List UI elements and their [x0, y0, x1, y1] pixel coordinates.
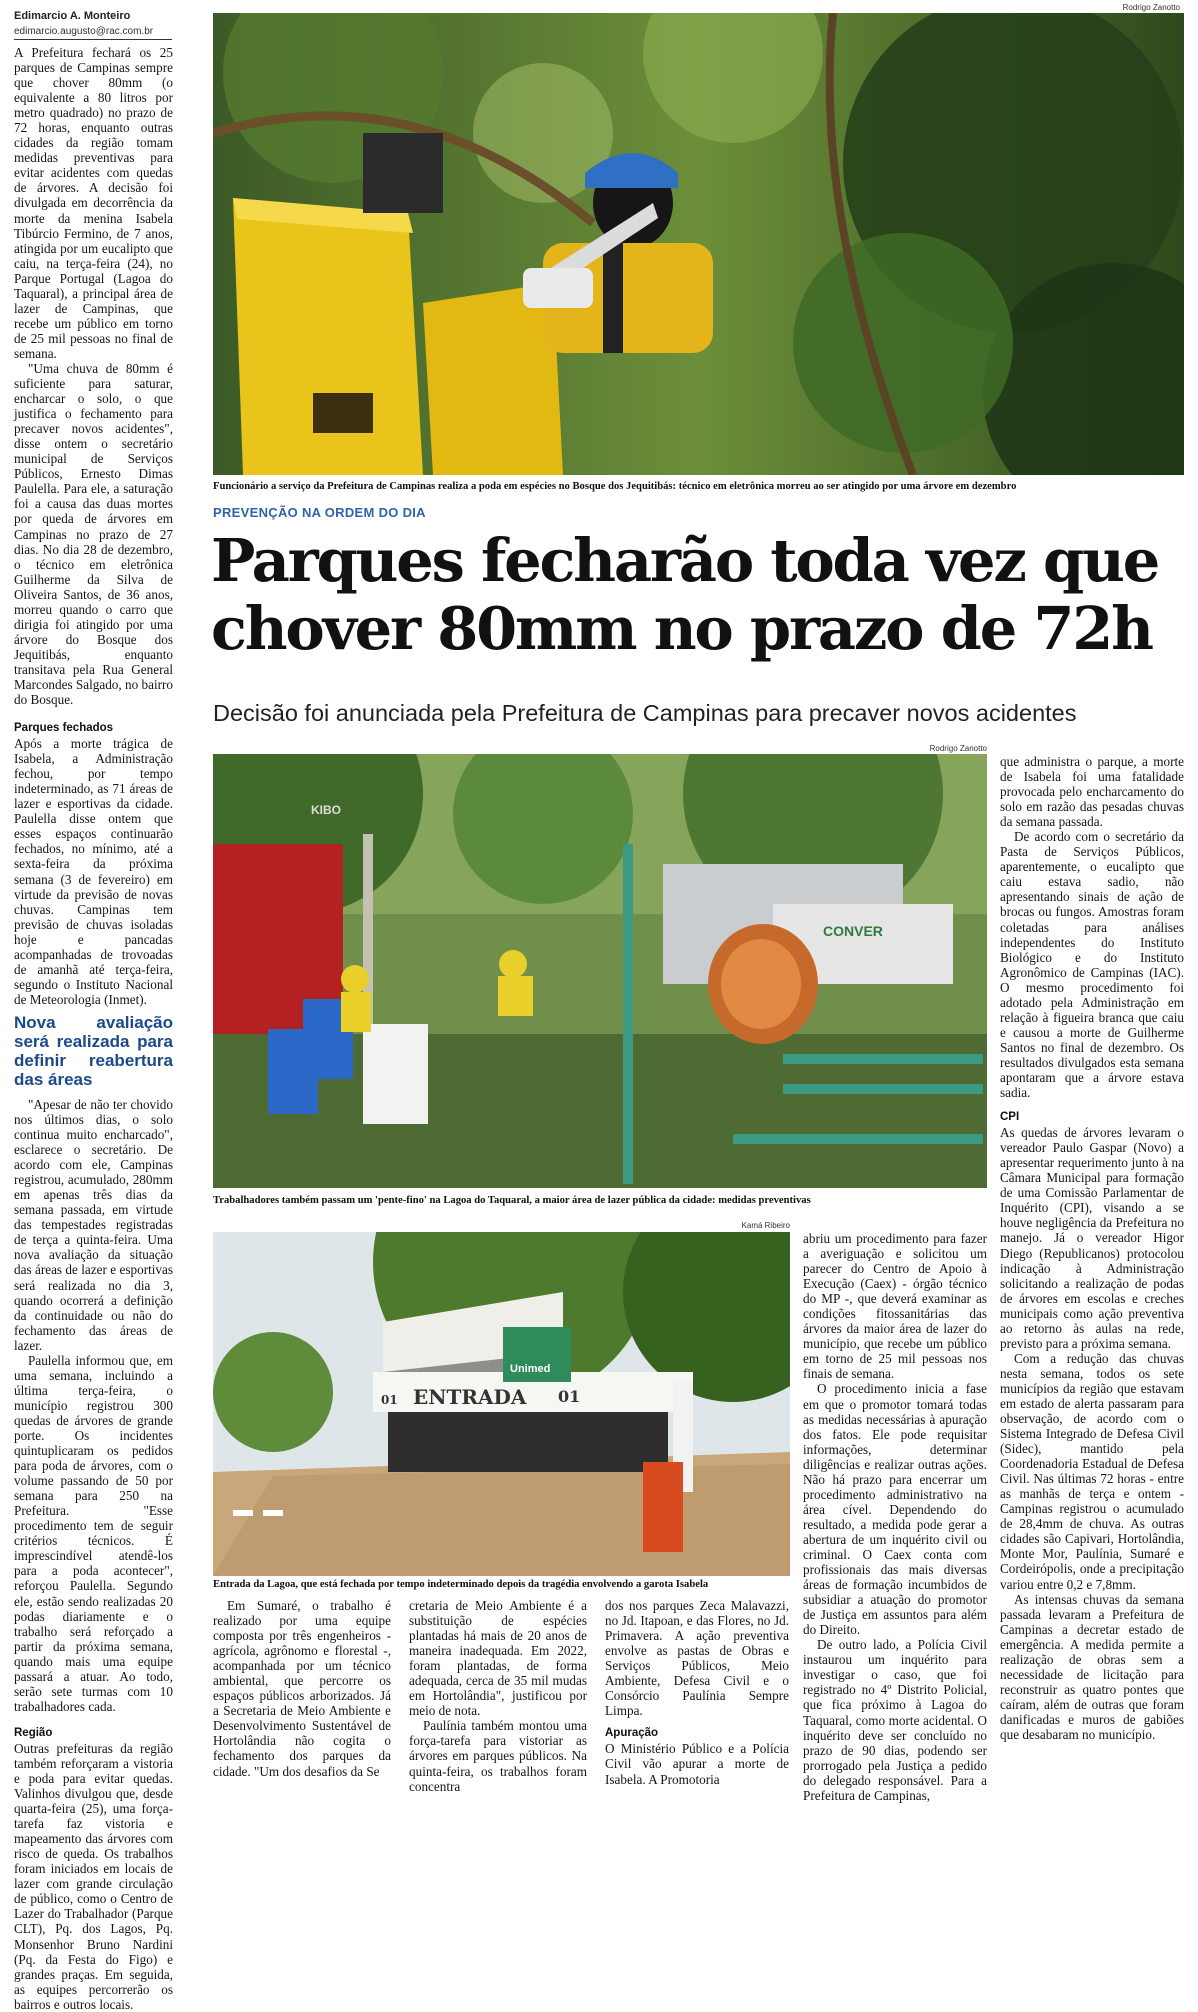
- photo1-credit: Rodrigo Zanotto: [1122, 3, 1180, 12]
- headline-line-1: Parques fecharão toda vez que: [211, 526, 1159, 595]
- right-paragraph-4: Com a redução das chuvas nesta semana, todos os sete municípios da região que estavam em estado de alerta passaram para observação, de acordo com o Sistema Integrado de Defesa Civil (Sidec), mantido pela Coordenadoria Estadual de Defesa Civil. Nas últimas 72 horas - entre as manhãs de terça e ontem - Campinas registrou o acumulado de 28,4mm de chuva. As outras cidades são Capivari, Hortolândia, Monte Mor, Paulínia, Sumaré e Cordeirópolis, onde a precipitação variou entre 0,2 e 7,8mm.: [1000, 1350, 1184, 1592]
- photo1-caption: Funcionário a serviço da Prefeitura de Campinas realiza a poda em espécies no Bosque dos Jequitibás: técnico em eletrônica morreu ao ser atingido por uma árvore em dezembro: [213, 481, 1017, 492]
- bottom-column-2: [409, 1598, 587, 1794]
- headline: [211, 527, 1198, 663]
- subhead-cpi: CPI: [1000, 1111, 1020, 1124]
- photo3-caption: Entrada da Lagoa, que está fechada por tempo indeterminado depois da tragédia envolvendo a garota Isabela: [213, 1579, 709, 1590]
- truck-text: CONVER: [823, 923, 883, 939]
- photo2-caption: Trabalhadores também passam um 'pente-fino' na Lagoa do Taquaral, a maior área de lazer pública da cidade: medidas preventivas: [213, 1195, 811, 1206]
- mid-paragraph-1: abriu um procedimento para fazer a averiguação e solicitou um parecer do Centro de Apoio à Execução (Caex) - órgão técnico do MP -, que deverá examinar as condições fitossanitárias das árvores da maior área de lazer do município, que recebe um público em torno de 25 mil pessoas nos finais de semana.: [803, 1231, 987, 1382]
- kicker: PREVENÇÃO NA ORDEM DO DIA: [213, 505, 426, 520]
- bottom-paragraph-2a: cretaria de Meio Ambiente é a substituição de espécies plantadas há mais de 20 anos de maneira inadequada. Em 2022, foram plantadas, de forma adequada, cerca de 35 mil mudas em Hortolândia", justificou por meio de nota.: [409, 1598, 587, 1719]
- byline-email: edimarcio.augusto@rac.com.br: [14, 26, 154, 37]
- subhead-regiao: Região: [14, 1726, 53, 1739]
- entrada-text: ENTRADA: [413, 1385, 527, 1409]
- deck: Decisão foi anunciada pela Prefeitura de Campinas para precaver novos acidentes: [213, 700, 1077, 726]
- left-column: [14, 45, 173, 2012]
- mid-paragraph-2: O procedimento inicia a fase em que o promotor tomará todas as medidas necessárias à apuração dos fatos. Ele pode requisitar informações, determinar diligências e realizar outras ações. Não há prazo para encerrar um procedimento administrativo na área cível. Dependendo do resultado, a medida pode gerar a abertura de um inquérito civil ou criminal. O Caex conta com profissionais das mais diversas áreas de formação incumbidos de subsidiar a atuação do promotor de Justiça em assuntos para além do Direito.: [803, 1381, 987, 1638]
- right-paragraph-1: que administra o parque, a morte de Isabela foi uma fatalidade provocada pelo encharcamento do solo em razão das pesadas chuvas da semana passada.: [1000, 754, 1184, 830]
- left-paragraph-4: "Apesar de não ter chovido nos últimos dias, o solo continua muito encharcado", esclarece o secretário. De acordo com ele, Campinas registrou, acumulado, 280mm em apenas três dias da semana passada, em virtude das tempestades registradas de terça a quinta-feira. Uma nova avaliação da situação das áreas de lazer e esportivas será realizada no dia 3, quando ocorrerá a definição da continuidade ou não do fechamento das áreas de lazer.: [14, 1096, 173, 1353]
- mid-text-column: [803, 1231, 987, 1803]
- bottom-paragraph-3a: dos nos parques Zeca Malavazzi, no Jd. Itapoan, e das Flores, no Jd. Primavera. A ação preventiva envolve as pastas de Obras e Serviços Públicos, Meio Ambiente, Defesa Civil e o Consórcio Paulínia Sempre Limpa.: [605, 1598, 789, 1719]
- park-photo: [213, 754, 987, 1188]
- right-column: [1000, 754, 1184, 1742]
- bottom-paragraph-1: Em Sumaré, o trabalho é realizado por uma equipe composta por três engenheiros - agrícola, agrônomo e florestal -, acompanhada por um técnico ambiental, que percorre os espaços públicos arborizados. Já a Secretaria de Meio Ambiente e Desenvolvimento Sustentável de Hortolândia não cogita o fechamento dos parques da cidade. "Um dos desafios da Se: [213, 1598, 391, 1779]
- kibon-text: KIBO: [311, 803, 341, 817]
- right-paragraph-3: As quedas de árvores levaram o vereador Paulo Gaspar (Novo) a apresentar requerimento junto à na Câmara Municipal para formação de uma Comissão Parlamentar de Inquérito (CPI), visando a se houve negligência da Prefeitura no manejo. Já o vereador Higor Diego (Republicanos) protocolou indicação à Administração solicitando a realização de podas de árvores em escolas e creches municipais como ação preventiva ao retorno às aulas na rede, previsto para a próxima semana.: [1000, 1125, 1184, 1351]
- left-paragraph-3: Após a morte trágica de Isabela, a Administração fechou, por tempo indeterminado, as 71 áreas de lazer e esportivas da cidade. Paulella disse ontem que esses espaços continuarão fechados, no mínimo, até a sexta-feira da próxima semana (3 de fevereiro) em virtude da previsão de novas chuvas. Campinas tem previsão de chuvas isoladas hoje e pancadas acompanhadas de trovoadas de amanhã até terça-feira, segundo o Instituto Nacional de Meteorologia (Inmet).: [14, 736, 173, 1007]
- mid-paragraph-3: De outro lado, a Polícia Civil instaurou um inquérito para investigar o caso, que foi registrado no 4º Distrito Policial, que fica próximo à Lagoa do Taquaral, como morte acidental. O inquérito deve ser concluído no prazo de 90 dias, podendo ser prorrogado pela Justiça a pedido do delegado responsável. Para a Prefeitura de Campinas,: [803, 1637, 987, 1803]
- subhead-apuracao: Apuração: [605, 1727, 659, 1740]
- bottom-column-3: [605, 1598, 789, 1787]
- bottom-paragraph-2b: Paulínia também montou uma força-tarefa para vistoriar as árvores em parques públicos. Na quinta-feira, os trabalhos foram concentra: [409, 1718, 587, 1794]
- unimed-text: Unimed: [510, 1363, 551, 1375]
- right-paragraph-5: As intensas chuvas da semana passada levaram a Prefeitura de Campinas a decretar estado de emergência. A medida permite a realização de obras sem a necessidade de licitação para reconstruir as quatro pontes que caíram, além de outras que foram danificadas e muros de gabiões que desabaram no município.: [1000, 1591, 1184, 1742]
- left-paragraph-2: "Uma chuva de 80mm é suficiente para saturar, encharcar o solo, o que justifica o fechamento para precaver novos acidentes", disse ontem o secretário municipal de Serviços Públicos, Ernesto Dimas Paulella. Para ele, a saturação foi a causa das duas mortes por queda de árvores em Campinas no prazo de 27 dias. No dia 28 de dezembro, o técnico em eletrônica Guilherme da Silva de Oliveira Santos, de 36 anos, morreu quando o carro que dirigia foi atingido por uma árvore do Bosque dos Jequitibás, enquanto transitava pela Rua General Marcondes Salgado, no bairro do Bosque.: [14, 360, 173, 708]
- left-paragraph-6: Outras prefeituras da região também reforçaram a vistoria e poda para evitar quedas. Valinhos divulgou que, desde quarta-feira (25), uma força-tarefa faz vistoria e mapeamento das árvores com risco de queda. Os trabalhos foram iniciados em locais de lazer com grande circulação de público, como o Centro de Lazer do Trabalhador (Parque CLT), Pq. dos Lagos, Pq. Monsenhor Bruno Nardini (Pq. da Festa do Figo) e grandes praças. Em seguida, as equipes percorrerão os bairros e outros locais.: [14, 1740, 173, 2012]
- bottom-paragraph-3b: O Ministério Público e a Polícia Civil vão apurar a morte de Isabela. A Promotoria: [605, 1741, 789, 1787]
- photo3-credit: Kamá Ribeiro: [741, 1221, 790, 1230]
- left-paragraph-5: Paulella informou que, em uma semana, incluindo a última terça-feira, o município registrou 300 quedas de árvores de grande porte. Os incidentes quintuplicaram os pedidos para poda de árvores, com o volume passando de 50 por semana para 250 na Prefeitura. "Esse procedimento tem de seguir critérios técnicos. É imprescindível atendê-los para a poda acontecer", reforçou Paulella. Segundo ele, estão sendo realizadas 20 podas diariamente e o trabalho será reforçado a partir da próxima semana, quando mais uma equipe passará a atuar. Ao todo, serão sete turmas com 10 trabalhadores cada.: [14, 1352, 173, 1714]
- photo2-credit: Rodrigo Zanotto: [929, 744, 987, 753]
- tree-photo: [213, 13, 1184, 475]
- byline-rule: [14, 39, 172, 40]
- right-paragraph-2: De acordo com o secretário da Pasta de Serviços Públicos, aparentemente, o eucalipto que caiu estava sadio, não apresentando sinais de ação de brocas ou fungos. Amostras foram coletadas para análises independentes do Instituto Biológico e do Instituto Agronômico de Campinas (IAC). O mesmo procedimento foi adotado pela Administração em relação à figueira branca que caiu e causou a morte de Guilherme Santos no final de dezembro. Os resultados divulgados esta semana apontaram que a árvore estava sadia.: [1000, 829, 1184, 1101]
- box-headline: Nova avaliação será realizada para definir reabertura das áreas: [14, 1012, 173, 1089]
- left-paragraph-1: A Prefeitura fechará os 25 parques de Campinas sempre que chover 80mm (o equivalente a 80 litros por metro quadrado) no prazo de 72 horas, enquanto outras cidades da região tomam medidas preventivas para evitar acidentes com quedas de árvores. A decisão foi divulgada em decorrência da morte da menina Isabela Tibúrcio Fermino, de 7 anos, atingida por um eucalipto que caiu, na terça-feira (24), no Parque Portugal (Lagoa do Taquaral), a principal área de lazer de Campinas, que recebe um público em torno de 25 mil pessoas no final de semana.: [14, 45, 173, 361]
- bottom-column-1: [213, 1598, 391, 1779]
- headline-line-2: chover 80mm no prazo de 72h: [211, 594, 1152, 663]
- subhead-parques-fechados: Parques fechados: [14, 722, 114, 735]
- gate-photo: [213, 1232, 790, 1576]
- gate-number-text: 01: [558, 1387, 581, 1406]
- gate-left-text: 01: [381, 1393, 398, 1407]
- byline-name: Edimarcio A. Monteiro: [14, 10, 131, 22]
